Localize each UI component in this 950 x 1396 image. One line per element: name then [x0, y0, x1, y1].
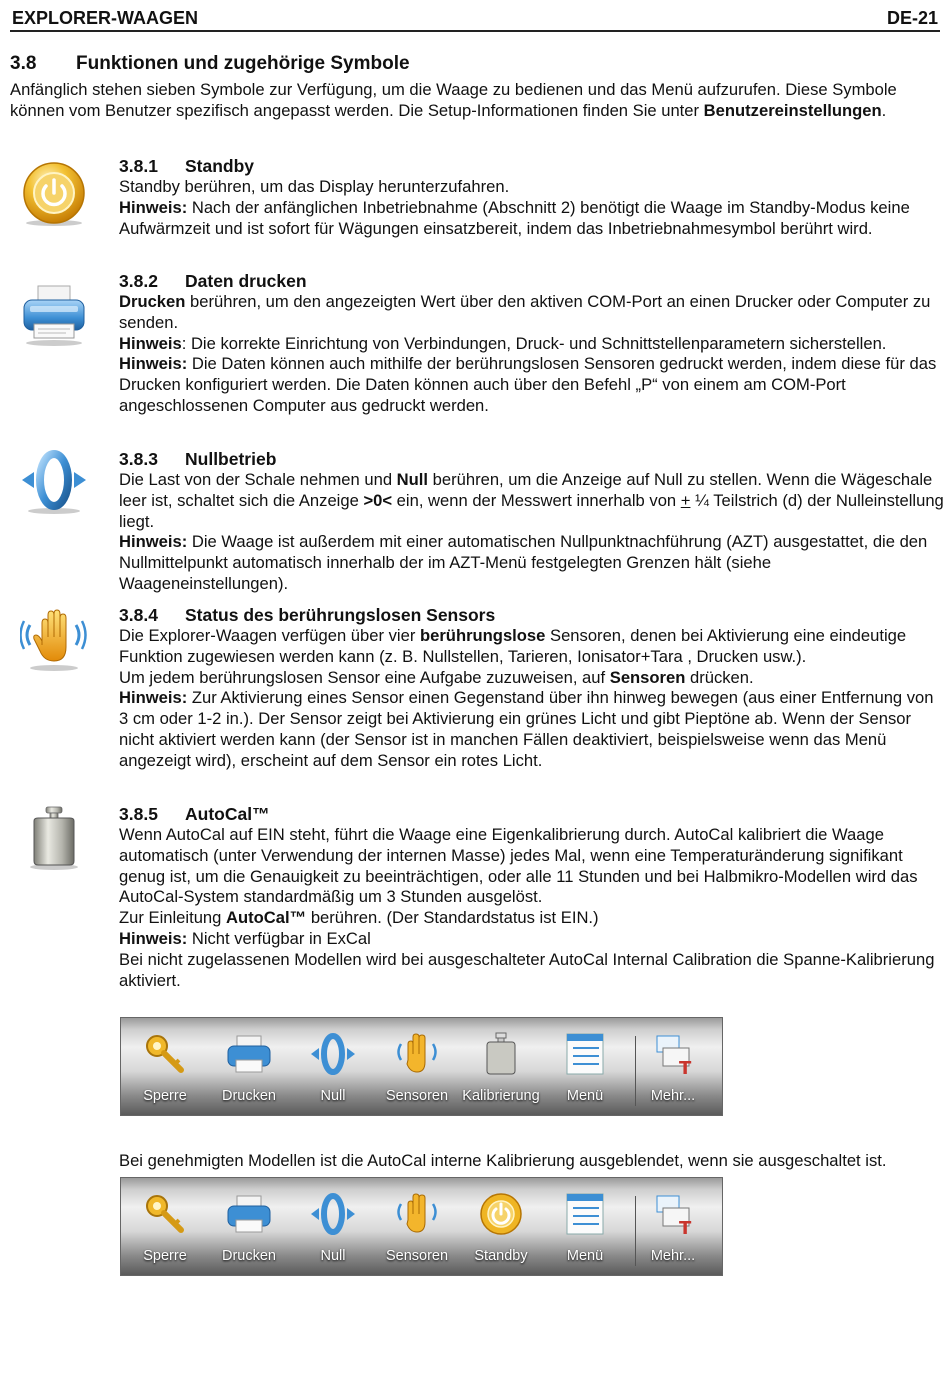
section-heading: Funktionen und zugehörige Symbole — [76, 53, 410, 74]
sensor-note-label: Hinweis: — [119, 688, 188, 708]
toolbar2-label-null: Null — [320, 1248, 346, 1264]
toolbar1-zero-button[interactable] — [291, 1018, 375, 1115]
zero-number: 3.8.3 — [119, 449, 158, 469]
toolbar2-standby-button[interactable] — [459, 1178, 543, 1275]
zero-text — [119, 470, 944, 532]
autocal-heading — [119, 804, 944, 825]
zero-text-d: ¼ Teilstrich (d) der Nulleinstellung liegt. — [119, 490, 944, 531]
sensor-number: 3.8.4 — [119, 605, 158, 625]
zero-heading — [119, 449, 944, 470]
sensor-hand-icon — [393, 1190, 441, 1238]
print-number: 3.8.2 — [119, 271, 158, 291]
toolbar1-lock-button[interactable] — [123, 1018, 207, 1115]
print-note-2 — [119, 354, 944, 416]
toolbar1-label-mehr: Mehr... — [650, 1088, 696, 1104]
toolbar1-label-kalibrierung: Kalibrierung — [462, 1088, 540, 1104]
key-icon — [141, 1190, 189, 1238]
printer-icon — [225, 1030, 273, 1078]
toolbar2-label-standby: Standby — [474, 1248, 528, 1264]
sensor-text2-b: drücken. — [685, 667, 754, 687]
toolbar1-label-null: Null — [320, 1088, 346, 1104]
toolbar1-label-sensoren: Sensoren — [385, 1088, 449, 1104]
toolbar2-menu-button[interactable] — [543, 1178, 627, 1275]
print-heading — [119, 271, 944, 292]
zero-note — [119, 532, 944, 594]
subsection-sensor — [119, 605, 944, 772]
print-title: Daten drucken — [185, 271, 307, 291]
autocal-text-3: Bei nicht zugelassenen Modellen wird bei ausgeschalteter AutoCal Internal Calibration die Spanne-Kalibrierung aktiviert. — [119, 949, 935, 990]
autocal-title: AutoCal™ — [185, 804, 270, 824]
autocal-text2-b: berühren. (Der Standardstatus ist EIN.) — [306, 908, 599, 928]
page-number: DE-21 — [886, 8, 938, 28]
autocal-text-2 — [119, 908, 944, 929]
section-number: 3.8 — [10, 53, 37, 74]
subsection-zero — [119, 449, 944, 595]
subsection-autocal — [119, 804, 944, 991]
autocal-number: 3.8.5 — [119, 804, 158, 824]
standby-note-label: Hinweis: — [119, 197, 188, 217]
subsection-standby — [119, 156, 944, 239]
calibration-weight-icon — [20, 803, 88, 871]
standby-note — [119, 198, 944, 240]
zero-text-a: Die Last von der Schale nehmen und — [119, 470, 397, 489]
toolbar2-label-sperre: Sperre — [143, 1248, 187, 1264]
toolbar1-menu-button[interactable] — [543, 1018, 627, 1115]
standby-title: Standby — [185, 156, 255, 176]
zero-text-b: berühren, um die Anzeige auf Null zu stellen. Wenn die Wägeschale leer ist, schaltet sich die Anzeige — [119, 470, 933, 510]
toolbar2-label-menue: Menü — [566, 1248, 604, 1264]
toolbar2-zero-button[interactable] — [291, 1178, 375, 1275]
autocal-text2-a: Zur Einleitung — [119, 908, 226, 928]
zero-note-text: Die Waage ist außerdem mit einer automatischen Nullpunktnachführung (AZT) ausgestattet, die den Nullmittelpunkt automatisch innerhalb der im AZT-Menü festgelegten Grenzen hält (siehe Waageneinstellungen). — [119, 532, 928, 593]
toolbar1-label-drucken: Drucken — [222, 1088, 276, 1104]
printer-icon — [225, 1190, 273, 1238]
zero-note-label: Hinweis: — [119, 532, 188, 552]
toolbar1-label-sperre: Sperre — [143, 1088, 187, 1104]
autocal-text-4: Bei genehmigten Modellen ist die AutoCal interne Kalibrierung ausgeblendet, wenn sie ausgeschaltet ist. — [119, 1150, 887, 1170]
sensor-text-1 — [119, 626, 944, 668]
print-note1-label: Hinweis — [119, 333, 182, 353]
toolbar-unapproved — [120, 1017, 723, 1116]
standby-heading — [119, 156, 944, 177]
standby-text: Standby berühren, um das Display herunterzufahren. — [119, 177, 510, 196]
print-note1-text: : Die korrekte Einrichtung von Verbindungen, Druck- und Schnittstellenparametern sicherstellen. — [181, 333, 887, 353]
toolbar2-sensors-button[interactable] — [375, 1178, 459, 1275]
standby-icon — [20, 160, 88, 228]
zero-plusminus: + — [680, 490, 691, 510]
menu-list-icon — [561, 1030, 609, 1078]
intro-text: Anfänglich stehen sieben Symbole zur Verfügung, um die Waage zu bedienen und das Menü aufzurufen. Diese Symbole können vom Benutzer spezifisch angepasst werden. Die Setup-Informationen finden Sie unter — [10, 80, 897, 120]
calibration-weight-icon — [477, 1030, 525, 1078]
doc-title: EXPLORER-WAAGEN — [12, 8, 199, 28]
zero-text-c: ein, wenn der Messwert innerhalb von — [392, 490, 681, 510]
sensor-heading — [119, 605, 944, 626]
toolbar1-print-button[interactable] — [207, 1018, 291, 1115]
subsection-print — [119, 271, 944, 417]
sensor-hand-icon — [20, 605, 88, 673]
toolbar2-label-drucken: Drucken — [222, 1248, 276, 1264]
key-icon — [141, 1030, 189, 1078]
print-bold: Drucken — [119, 292, 186, 311]
toolbar-approved — [120, 1177, 723, 1276]
zero-bold2: >0< — [363, 490, 393, 510]
sensor-bold: berührungslose — [419, 626, 546, 645]
toolbar1-more-button[interactable] — [631, 1018, 715, 1115]
sensor-title: Status des berührungslosen Sensors — [185, 605, 496, 625]
toolbar2-more-button[interactable] — [631, 1178, 715, 1275]
autocal-text-1: Wenn AutoCal auf EIN steht, führt die Waage eine Eigenkalibrierung durch. AutoCal kalibriert die Waage automatisch (unter Verwendung der internen Masse) jedes Mal, wenn eine Temperaturänderung signifikant genug ist, um die Genauigkeit zu beeinträchtigen, oder alle 11 Stunden und bei Halbmikro-Modellen wird das AutoCal-System standardmäßig um 3 Stunden ausgelöst. — [119, 825, 918, 907]
toolbar1-sensors-button[interactable] — [375, 1018, 459, 1115]
svg-text:T: T — [679, 1218, 692, 1238]
toolbar2-lock-button[interactable] — [123, 1178, 207, 1275]
section-intro — [10, 80, 940, 122]
autocal-note-text: Nicht verfügbar in ExCal — [187, 928, 371, 948]
zero-icon — [309, 1030, 357, 1078]
section-title — [10, 54, 410, 75]
menu-list-icon — [561, 1190, 609, 1238]
sensor-text-a: Die Explorer-Waagen verfügen über vier — [119, 626, 420, 645]
more-icon — [649, 1030, 697, 1078]
print-text-body: berühren, um den angezeigten Wert über den aktiven COM-Port an einen Drucker oder Computer zu senden. — [119, 292, 931, 332]
sensor-bold2: Sensoren — [609, 667, 686, 687]
sensor-text-b: Sensoren, denen bei Aktivierung eine eindeutige Funktion zugewiesen werden kann (z. B. Nullstellen, Tarieren, Ionisator+Tara , Drucken usw.). — [119, 626, 907, 666]
intro-bold: Benutzereinstellungen — [703, 100, 882, 120]
toolbar1-label-menue: Menü — [566, 1088, 604, 1104]
zero-title: Nullbetrieb — [185, 449, 277, 469]
sensor-text-2 — [119, 668, 944, 689]
sensor-note — [119, 688, 944, 771]
standby-number: 3.8.1 — [119, 156, 158, 176]
more-icon — [649, 1190, 697, 1238]
autocal-note — [119, 929, 944, 950]
toolbar1-calibration-button[interactable] — [459, 1018, 543, 1115]
standby-note-text: Nach der anfänglichen Inbetriebnahme (Abschnitt 2) benötigt die Waage im Standby-Modus keine Aufwärmzeit und ist sofort für Wägungen einsatzbereit, indem das Inbetriebnahmesymbol berührt wird. — [119, 197, 910, 238]
sensor-text2-a: Um jedem berührungslosen Sensor eine Aufgabe zuzuweisen, auf — [119, 667, 610, 687]
standby-icon — [477, 1190, 525, 1238]
sensor-note-text: Zur Aktivierung eines Sensor einen Gegenstand über ihn hinweg bewegen (aus einer Entfernung von 3 cm oder 1-2 in.). Der Sensor zeigt bei Aktivierung ein grünes Licht und gibt Pieptöne ab. Wenn der Sensor nicht aktiviert werden kann (der Sensor ist in manchen Fällen deaktiviert, beispielsweise wenn das Menü angezeigt wird), erscheint auf dem Sensor ein rotes Licht. — [119, 688, 934, 770]
zero-icon — [20, 448, 88, 516]
printer-icon — [20, 280, 88, 348]
zero-bold: Null — [396, 470, 429, 489]
sensor-hand-icon — [393, 1030, 441, 1078]
intro-end: . — [881, 100, 887, 120]
page-header — [10, 6, 940, 32]
svg-text:T: T — [679, 1058, 692, 1078]
toolbar2-label-sensoren: Sensoren — [385, 1248, 449, 1264]
autocal-note-label: Hinweis: — [119, 928, 188, 948]
print-note2-label: Hinweis: — [119, 354, 188, 374]
print-note-1 — [119, 334, 944, 355]
toolbar2-label-mehr: Mehr... — [650, 1248, 696, 1264]
autocal-bold: AutoCal™ — [226, 908, 307, 928]
toolbar2-print-button[interactable] — [207, 1178, 291, 1275]
print-note2-text: Die Daten können auch mithilfe der berührungslosen Sensoren gedruckt werden, indem diese für das Drucken konfiguriert werden. Die Daten können auch über den Befehl „P“ von einem am COM-Port angeschlossenen Computer aus gedruckt werden. — [119, 354, 937, 415]
print-text — [119, 292, 944, 334]
zero-icon — [309, 1190, 357, 1238]
